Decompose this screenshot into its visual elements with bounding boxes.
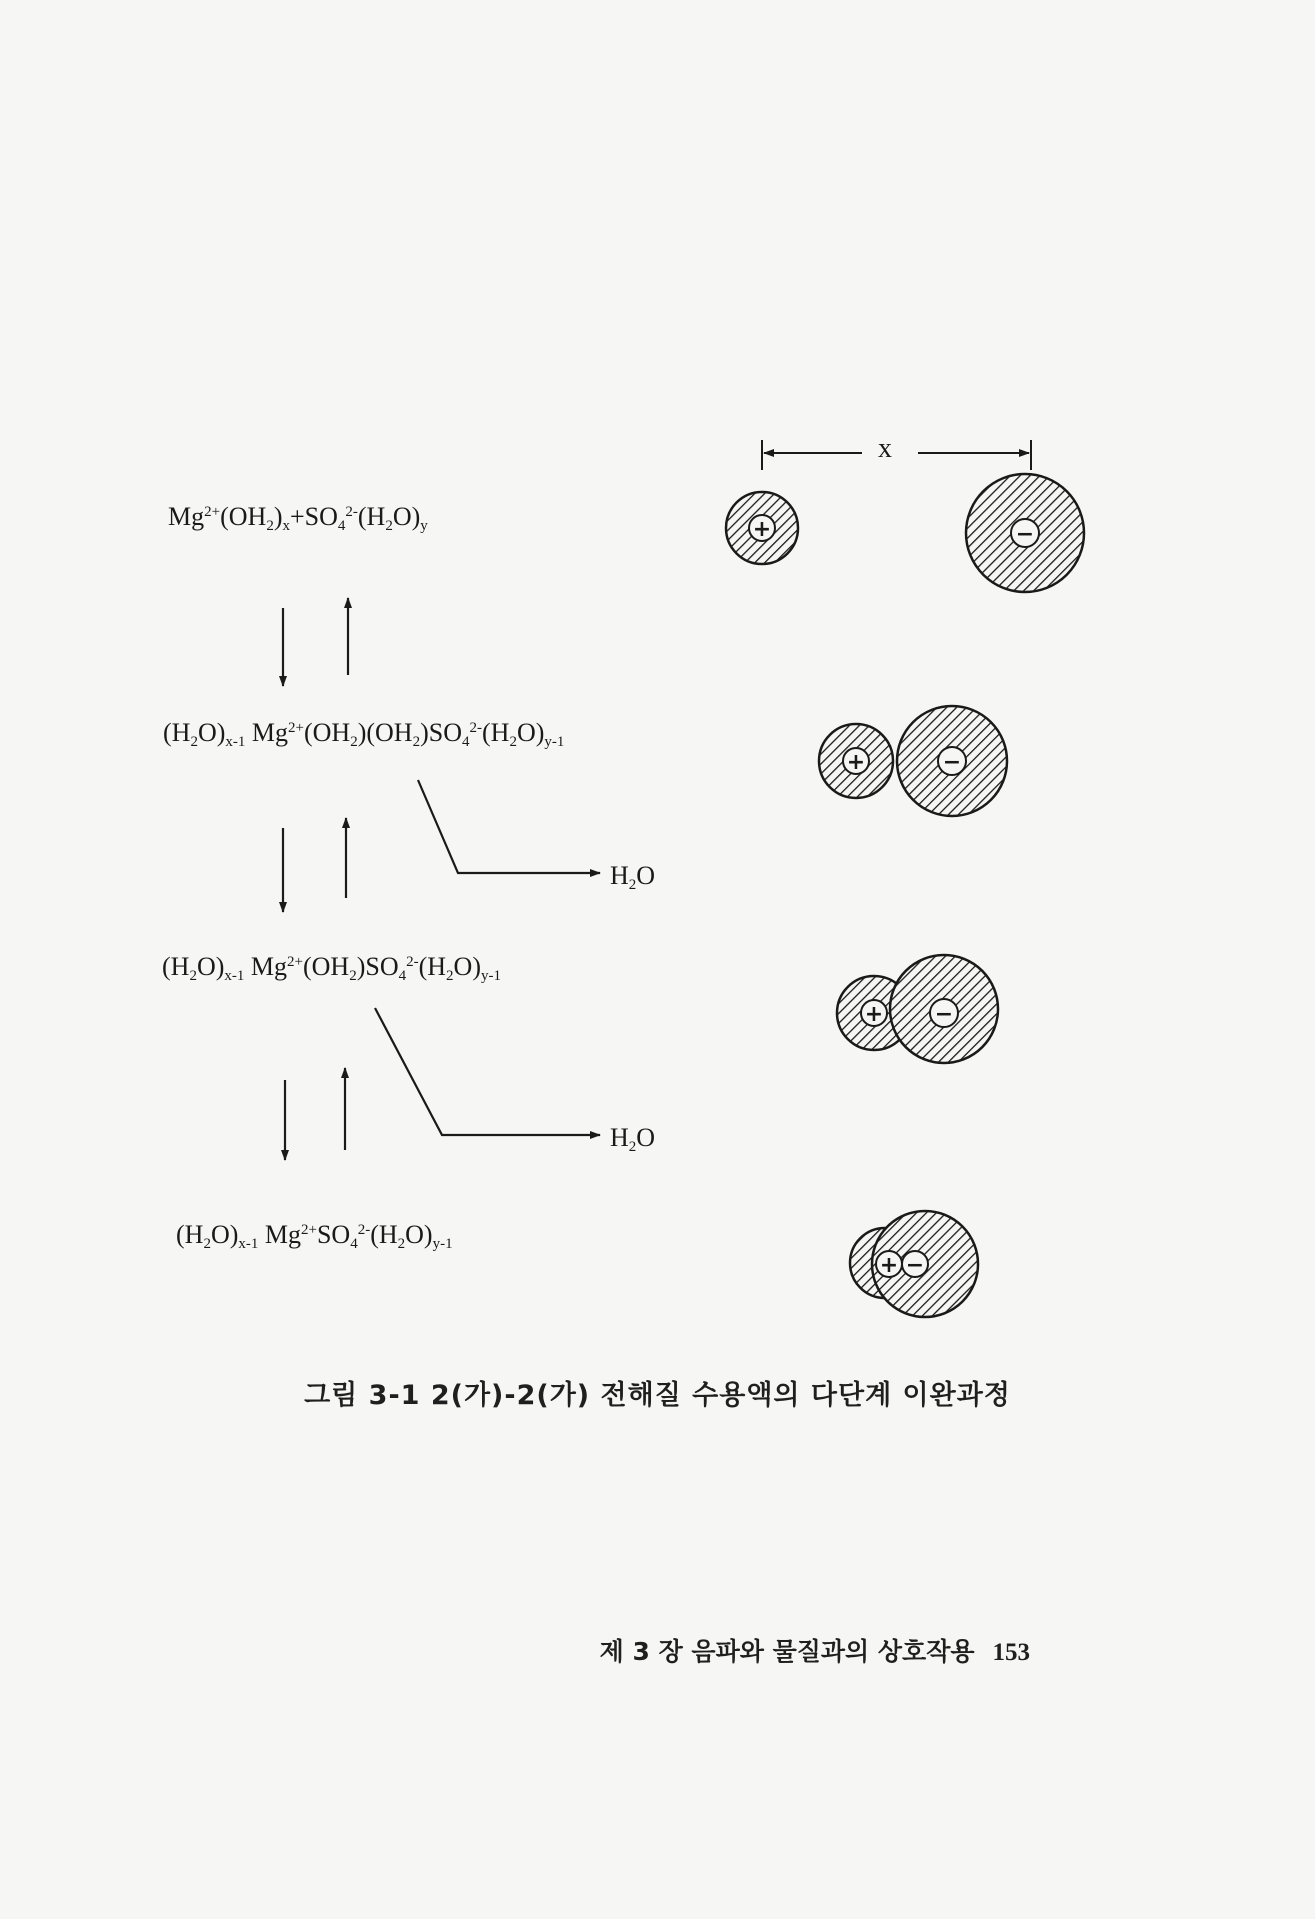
eq3-so: SO xyxy=(365,952,399,981)
eq1-mg-charge: 2+ xyxy=(204,504,221,520)
eq4-mg: Mg xyxy=(258,1220,301,1249)
eq2-mg: Mg xyxy=(245,718,288,747)
eq2-x: x-1 xyxy=(225,734,246,750)
eq4-so: SO xyxy=(316,1220,351,1249)
eq1-y: y xyxy=(420,518,428,534)
eq3-x: x-1 xyxy=(224,968,245,984)
equilibrium-arrows-2 xyxy=(283,818,346,912)
eq1-so-charge: 2- xyxy=(345,504,358,520)
eq3-so-charge: 2- xyxy=(406,954,419,970)
water-release-arrow-1 xyxy=(418,780,600,873)
cation-charge-symbol-2: + xyxy=(846,750,866,775)
chapter-title: 제 3 장 음파와 물질과의 상호작용 xyxy=(599,1637,975,1666)
water1-sub: 2 xyxy=(628,877,637,893)
eq2-oh2-sub: 2 xyxy=(412,734,421,750)
eq4-o: O) xyxy=(210,1220,239,1249)
page-number: 153 xyxy=(992,1639,1030,1666)
eq2-o2: O) xyxy=(516,718,545,747)
eq1-mg: Mg xyxy=(168,502,205,531)
eq3-y: y-1 xyxy=(480,968,501,984)
eq1-x: x xyxy=(282,518,290,534)
eq2-so-charge: 2- xyxy=(469,720,482,736)
eq4-mg-charge: 2+ xyxy=(301,1222,317,1238)
eq1-so-sub: 4 xyxy=(337,518,346,534)
eq1-oh: (OH xyxy=(220,502,267,531)
page-footer xyxy=(600,1632,1030,1668)
eq3-h2: (H xyxy=(418,952,447,981)
eq4-y: y-1 xyxy=(432,1236,453,1252)
water2-o: O xyxy=(636,1123,656,1152)
eq1-h: (H xyxy=(357,502,386,531)
eq2-h2-sub: 2 xyxy=(509,734,517,750)
eq2-h: (H xyxy=(163,718,191,747)
eq3-h-sub: 2 xyxy=(189,968,197,984)
eq3-oh-sub: 2 xyxy=(349,968,357,984)
cation-charge-symbol-1: + xyxy=(752,517,772,542)
eq1-oh-sub: 2 xyxy=(266,518,274,534)
eq3-mg: Mg xyxy=(244,952,287,981)
eq2-oh1: (OH xyxy=(303,718,351,747)
water2-h: H xyxy=(610,1123,629,1152)
eq2-h-sub: 2 xyxy=(190,734,198,750)
eq1-paren: ) xyxy=(273,502,283,531)
eq4-h-sub: 2 xyxy=(203,1236,211,1252)
equilibrium-arrows-1 xyxy=(283,598,348,686)
anion-charge-symbol-1: − xyxy=(1015,522,1035,547)
eq3-o2: O) xyxy=(453,952,481,981)
eq1-o: O) xyxy=(392,502,421,531)
figure-caption: 그림 3-1 2(가)-2(가) 전해질 수용액의 다단계 이완과정 xyxy=(304,1380,1011,1411)
anion-charge-symbol-4: − xyxy=(905,1253,925,1278)
eq2-mg-charge: 2+ xyxy=(288,720,304,736)
eq4-o2: O) xyxy=(405,1220,433,1249)
eq2-y: y-1 xyxy=(544,734,565,750)
eq1-so: +SO xyxy=(289,502,338,531)
eq4-h: (H xyxy=(176,1220,204,1249)
eq3-o: O) xyxy=(196,952,225,981)
water1-h: H xyxy=(610,861,629,890)
ions-stage-3 xyxy=(837,955,998,1063)
cation-charge-symbol-3: + xyxy=(864,1002,884,1027)
eq2-so: SO xyxy=(428,718,462,747)
distance-label: x xyxy=(878,433,892,464)
eq4-h2: (H xyxy=(370,1220,398,1249)
eq4-x: x-1 xyxy=(238,1236,259,1252)
eq3-h2-sub: 2 xyxy=(446,968,454,984)
eq2-o: O) xyxy=(197,718,226,747)
eq2-close1: ) xyxy=(357,718,367,747)
anion-charge-symbol-2: − xyxy=(942,750,962,775)
eq3-oh: (OH xyxy=(302,952,350,981)
eq2-close2: ) xyxy=(420,718,429,747)
eq2-h2: (H xyxy=(482,718,510,747)
eq2-oh1-sub: 2 xyxy=(350,734,358,750)
eq4-so-charge: 2- xyxy=(357,1222,371,1238)
eq4-so-sub: 4 xyxy=(350,1236,358,1252)
eq2-so-sub: 4 xyxy=(462,734,470,750)
cation-charge-symbol-4: + xyxy=(879,1253,899,1278)
water1-o: O xyxy=(636,861,656,890)
eq3-so-sub: 4 xyxy=(398,968,407,984)
eq4-h2-sub: 2 xyxy=(397,1236,406,1252)
eq3-h: (H xyxy=(162,952,190,981)
distance-indicator xyxy=(762,440,1031,470)
eq1-h-sub: 2 xyxy=(385,518,393,534)
anion-charge-symbol-3: − xyxy=(934,1002,954,1027)
equilibrium-arrows-3 xyxy=(285,1068,345,1160)
eq2-oh2: (OH xyxy=(366,718,413,747)
water2-sub: 2 xyxy=(628,1139,637,1155)
eq3-close: ) xyxy=(356,952,366,981)
water-release-arrow-2 xyxy=(375,1008,600,1135)
eq3-mg-charge: 2+ xyxy=(287,954,303,970)
